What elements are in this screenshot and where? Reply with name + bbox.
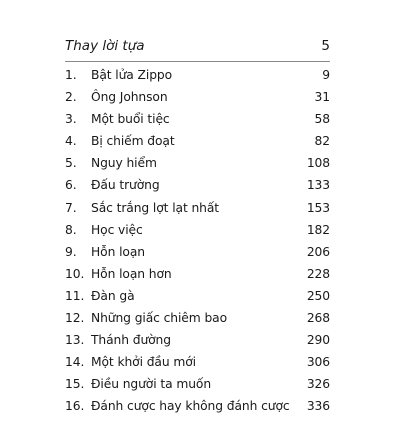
toc-chapter-title: Bị chiếm đoạt — [91, 134, 175, 149]
toc-chapter-page: 9 — [322, 68, 330, 82]
toc-divider — [65, 61, 330, 62]
toc-chapter-number: 13. — [65, 333, 85, 348]
toc-chapter-number: 2. — [65, 90, 77, 105]
toc-chapter-row — [65, 333, 330, 355]
toc-chapter-page: 206 — [306, 244, 330, 259]
toc-chapter-title: Điều người ta muốn — [91, 377, 212, 392]
toc-chapter-row — [65, 90, 330, 112]
toc-chapter-page: 228 — [306, 266, 330, 281]
toc-chapter-page: 153 — [306, 200, 330, 215]
toc-chapter-row — [65, 68, 330, 90]
toc-chapter-title: Đấu trường — [91, 178, 160, 193]
toc-chapter-row — [65, 399, 330, 421]
toc-chapter-number: 14. — [65, 355, 85, 370]
toc-chapter-number: 1. — [65, 68, 77, 82]
toc-chapter-page: 290 — [306, 333, 330, 348]
toc-chapter-row — [65, 178, 330, 200]
toc-chapter-title: Thánh đường — [91, 333, 171, 348]
toc-chapter-title: Hỗn loạn — [91, 244, 145, 259]
toc-chapter-number: 6. — [65, 178, 77, 193]
toc-chapter-number: 15. — [65, 377, 85, 392]
toc-chapter-row — [65, 112, 330, 134]
toc-chapter-title: Hỗn loạn hơn — [91, 266, 172, 281]
toc-chapter-title: Sắc trắng lợt lạt nhất — [91, 200, 220, 215]
toc-chapter-page: 326 — [306, 377, 330, 392]
toc-chapter-page: 133 — [306, 178, 330, 193]
toc-chapter-title: Đánh cược hay không đánh cược — [91, 399, 290, 414]
toc-chapter-number: 5. — [65, 156, 77, 171]
toc-chapter-title: Một khởi đầu mới — [91, 355, 196, 370]
toc-preface-title: Thay lời tựa — [65, 38, 145, 54]
toc-chapter-number: 7. — [65, 200, 77, 215]
toc-chapter-page: 250 — [306, 288, 330, 303]
toc-chapter-row — [65, 156, 330, 178]
toc-chapter-row — [65, 134, 330, 156]
toc-chapter-number: 8. — [65, 222, 77, 237]
toc-chapter-page: 31 — [314, 90, 330, 105]
toc-chapter-row — [65, 245, 330, 267]
toc-chapter-title: Học việc — [91, 222, 143, 237]
toc-chapter-title: Bật lửa Zippo — [91, 68, 173, 82]
toc-chapter-page: 108 — [306, 156, 330, 171]
toc-chapter-title: Đàn gà — [91, 288, 135, 303]
toc-chapter-row — [65, 355, 330, 377]
toc-chapter-row — [65, 267, 330, 289]
toc-chapter-page: 58 — [314, 112, 330, 127]
toc-chapter-number: 12. — [65, 311, 85, 326]
toc-chapter-title: Một buổi tiệc — [91, 112, 170, 127]
toc-chapter-number: 3. — [65, 112, 77, 127]
toc-chapter-row — [65, 289, 330, 311]
toc-chapter-number: 4. — [65, 134, 77, 149]
toc-chapter-title: Những giấc chiêm bao — [91, 311, 228, 326]
toc-chapter-list — [65, 68, 330, 422]
toc-chapter-row — [65, 201, 330, 223]
toc-chapter-number: 10. — [65, 266, 85, 281]
toc-chapter-number: 9. — [65, 244, 77, 259]
toc-chapter-title: Ông Johnson — [91, 90, 168, 105]
toc-chapter-number: 16. — [65, 399, 85, 414]
toc-chapter-row — [65, 311, 330, 333]
table-of-contents — [65, 38, 330, 422]
toc-chapter-page: 268 — [306, 311, 330, 326]
toc-chapter-page: 182 — [306, 222, 330, 237]
toc-chapter-row — [65, 377, 330, 399]
toc-chapter-page: 82 — [314, 134, 330, 149]
toc-chapter-row — [65, 223, 330, 245]
toc-chapter-number: 11. — [65, 288, 85, 303]
toc-chapter-page: 336 — [306, 399, 330, 414]
toc-preface-page: 5 — [321, 38, 330, 54]
toc-chapter-title: Nguy hiểm — [91, 156, 157, 171]
toc-preface-row — [65, 38, 330, 58]
toc-chapter-page: 306 — [306, 355, 330, 370]
